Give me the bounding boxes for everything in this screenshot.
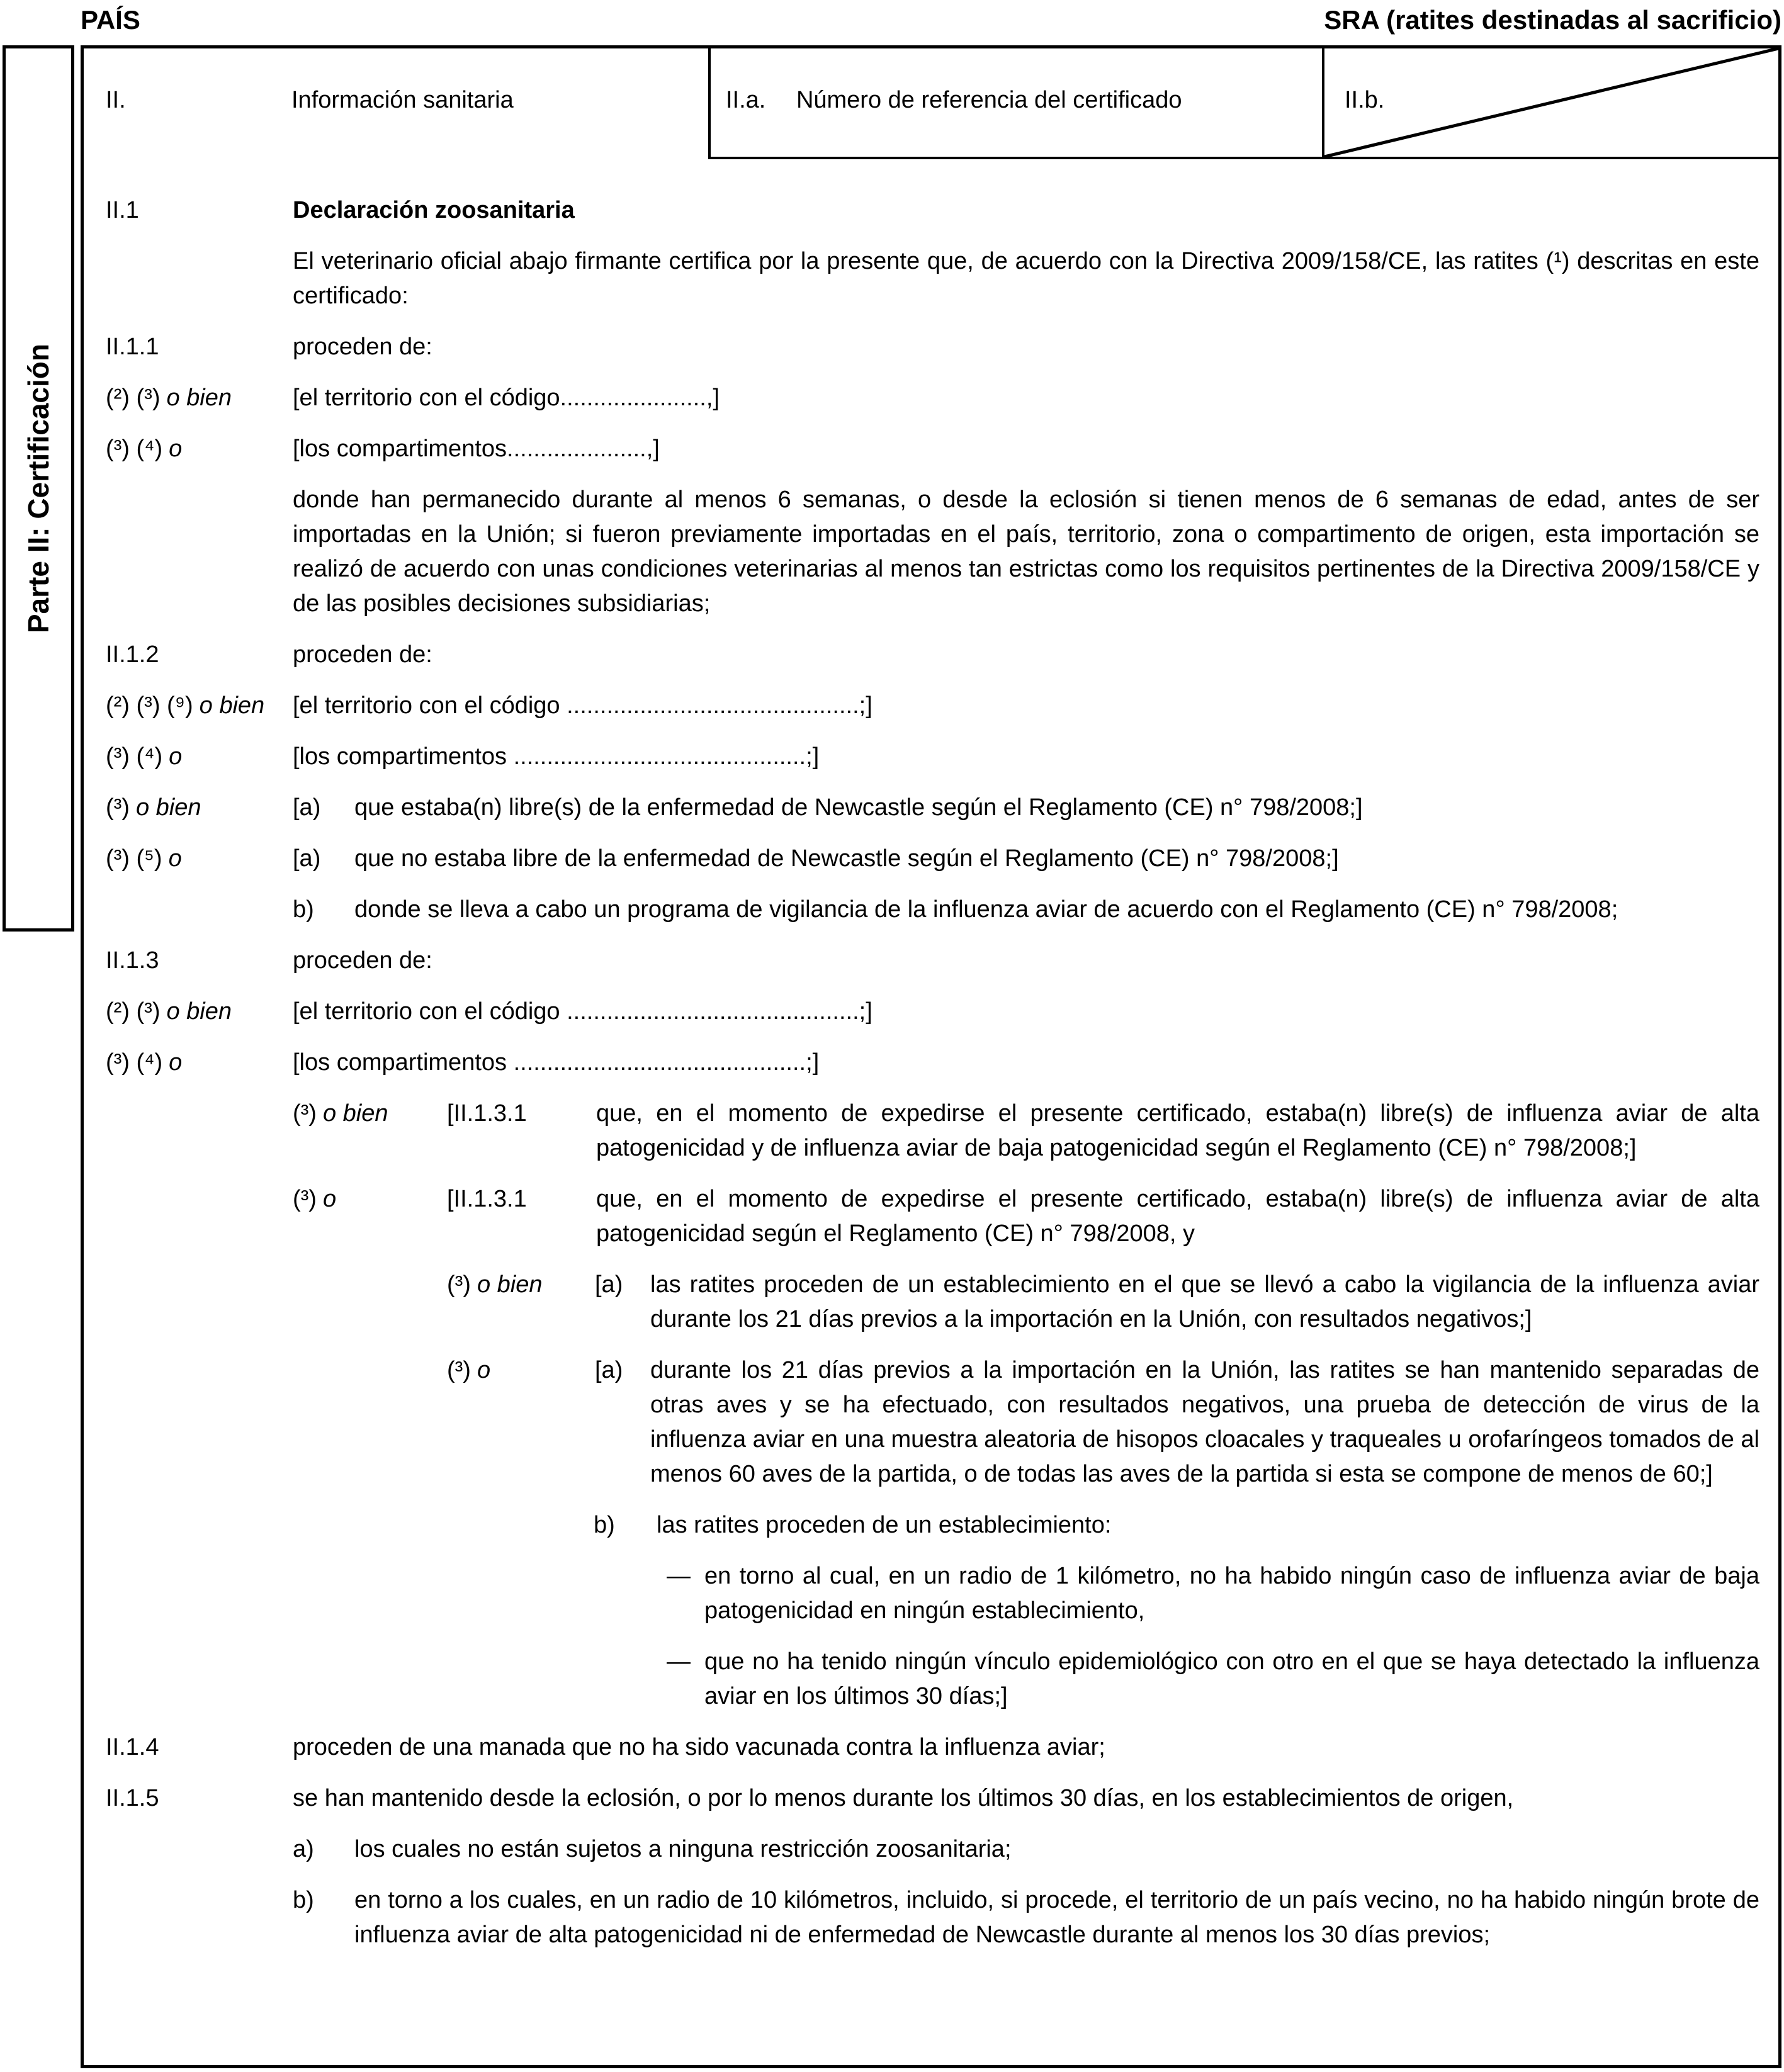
sub-clause-label: a): [293, 1836, 314, 1862]
clause-row: [106, 943, 1759, 978]
clause-row: [106, 1045, 1759, 1080]
clause-text: proceden de una manada que no ha sido vacunada contra la influenza aviar;: [293, 1734, 1105, 1760]
clause-row: [106, 1645, 1759, 1714]
clause-text: en torno al cual, en un radio de 1 kilómetro, no ha habido ningún caso de influenza aviar de baja patogenicidad en ningún establecimiento,: [704, 1563, 1759, 1624]
clause-number: II.1.4: [106, 1734, 159, 1760]
clause-text: que no estaba libre de la enfermedad de Newcastle según el Reglamento (CE) n° 798/2008;]: [354, 845, 1339, 872]
country-label: PAÍS: [81, 5, 140, 35]
clause-row: [106, 1730, 1759, 1765]
clause-text: [el territorio con el código ............................................;]: [293, 692, 872, 719]
conjunction-label: o: [169, 1049, 183, 1076]
footnote-refs: (³): [447, 1271, 471, 1298]
sub-clause-label: b): [594, 1512, 615, 1538]
clause-row: [106, 791, 1759, 825]
clause-row: [106, 381, 1759, 415]
clause-row: [106, 1268, 1759, 1337]
clause-row: [106, 1182, 1759, 1251]
header-ref-title: Número de referencia del certificado: [796, 87, 1182, 113]
header-info-num: II.: [106, 87, 126, 113]
clause-text: que no ha tenido ningún vínculo epidemiológico con otro en el que se haya detectado la influenza aviar en los últimos 30 días;]: [704, 1648, 1759, 1709]
conjunction-label: o bien: [135, 794, 201, 821]
clause-row: [106, 1781, 1759, 1816]
clause-text: durante los 21 días previos a la importación en la Unión, las ratites se han mantenido separadas de otras aves y se ha efectuado, con resultados negativos, una prueba de detección de virus de la influenza aviar en una muestra aleatoria de hisopos cloacales y traqueales u orofaríngeos tomados de al menos 60 aves de la partida, o de todas las aves de la partida si esta se compone de menos de 60;]: [650, 1357, 1759, 1487]
clause-text: [los compartimentos.....................,]: [293, 436, 660, 462]
conjunction-label: o: [322, 1186, 337, 1212]
footnote-refs: (²) (³): [106, 998, 161, 1025]
clause-row: [106, 1096, 1759, 1166]
conjunction-label: o: [169, 743, 183, 770]
clause-text: proceden de:: [293, 947, 432, 974]
clause-row: [106, 1353, 1759, 1492]
clause-text: El veterinario oficial abajo firmante certifica por la presente que, de acuerdo con la Directiva 2009/158/CE, las ratites (¹) descritas en este certificado:: [293, 248, 1759, 309]
clause-text: donde se lleva a cabo un programa de vigilancia de la influenza aviar de acuerdo con el Reglamento (CE) n° 798/2008;: [354, 896, 1618, 923]
clause-text: que, en el momento de expedirse el presente certificado, estaba(n) libre(s) de influenza aviar de alta patogenicidad según el Reglamento (CE) n° 798/2008, y: [596, 1186, 1759, 1247]
clause-text: los cuales no están sujetos a ninguna restricción zoosanitaria;: [354, 1836, 1012, 1862]
footnote-refs: (³): [293, 1100, 317, 1127]
clause-title: Declaración zoosanitaria: [293, 197, 575, 223]
top-header-bar: [0, 3, 1784, 40]
clause-text: las ratites proceden de un establecimiento:: [657, 1512, 1112, 1538]
footnote-refs: (³) (⁴): [106, 743, 163, 770]
header-ref-cell: [708, 48, 1322, 159]
clause-number: II.1: [106, 197, 139, 223]
clause-row: [106, 330, 1759, 364]
footnote-refs: (²) (³) (⁹): [106, 692, 193, 719]
clause-row: [106, 689, 1759, 723]
dash-bullet: —: [667, 1563, 691, 1589]
clause-text: donde han permanecido durante al menos 6 semanas, o desde la eclosión si tienen menos de 6 semanas de edad, antes de ser importadas en la Unión; si fueron previamente importadas en el país, territorio, zona o compartimento de origen, esta importación se realizó de acuerdo con unas condiciones veterinarias al menos tan estrictas como los requisitos pertinentes de la Directiva 2009/158/CE y de las posibles decisiones subsidiarias;: [293, 487, 1759, 617]
sub-clause-label: [a): [293, 794, 321, 821]
footnote-refs: (³): [106, 794, 130, 821]
dash-bullet: —: [667, 1648, 691, 1675]
certificate-table: [81, 45, 1781, 2068]
sub-clause-label: b): [293, 1887, 314, 1913]
clause-code: [II.1.3.1: [447, 1186, 527, 1212]
clause-row: [106, 740, 1759, 774]
sub-clause-label: [a): [595, 1357, 623, 1383]
clause-row: [106, 244, 1759, 313]
clause-text: [los compartimentos ............................................;]: [293, 743, 820, 770]
conjunction-label: o bien: [166, 385, 232, 411]
conjunction-label: o bien: [477, 1271, 543, 1298]
clause-number: II.1.5: [106, 1785, 159, 1811]
footnote-refs: (³): [447, 1357, 471, 1383]
clause-row: [106, 432, 1759, 466]
header-info-title: Información sanitaria: [291, 87, 514, 113]
header-info-cell: [84, 48, 708, 159]
part2-sidebar: [3, 45, 74, 932]
footnote-refs: (³) (⁴): [106, 1049, 163, 1076]
clause-number: II.1.1: [106, 334, 159, 360]
footnote-refs: (³) (⁵): [106, 845, 162, 872]
clause-row: [106, 483, 1759, 621]
clause-text: proceden de:: [293, 334, 432, 360]
certificate-body: [84, 159, 1778, 2065]
conjunction-label: o: [168, 845, 182, 872]
clause-text: en torno a los cuales, en un radio de 10 kilómetros, incluido, si procede, el territorio de un país vecino, no ha habido ningún brote de influenza aviar de alta patogenicidad ni de enfermedad de Newcastle durante al menos los 30 días previos;: [354, 1887, 1759, 1948]
clause-text: [los compartimentos ............................................;]: [293, 1049, 820, 1076]
conjunction-label: o: [169, 436, 183, 462]
clause-row: [106, 1508, 1759, 1543]
header-b-num: II.b.: [1345, 87, 1385, 113]
sub-clause-label: [a): [595, 1271, 623, 1298]
clause-text: [el territorio con el código ............................................;]: [293, 998, 872, 1025]
footnote-refs: (³): [293, 1186, 317, 1212]
clause-row: [106, 842, 1759, 876]
sub-clause-label: [a): [293, 845, 321, 872]
clause-row: [106, 638, 1759, 672]
header-b-cell: [1322, 48, 1778, 159]
clause-number: II.1.2: [106, 641, 159, 668]
clause-row: [106, 1559, 1759, 1628]
clause-text: que, en el momento de expedirse el presente certificado, estaba(n) libre(s) de influenza aviar de alta patogenicidad y de influenza aviar de baja patogenicidad según el Reglamento (CE) n° 798/2008;]: [596, 1100, 1759, 1161]
header-ref-num: II.a.: [726, 87, 766, 113]
clause-row: [106, 1883, 1759, 1952]
clause-row: [106, 892, 1759, 927]
clause-text: proceden de:: [293, 641, 432, 668]
clause-row: [106, 994, 1759, 1029]
part2-sidebar-label: Parte II: Certificación: [22, 343, 55, 634]
clause-text: las ratites proceden de un establecimiento en el que se llevó a cabo la vigilancia de la influenza aviar durante los 21 días previos a la importación en la Unión, con resultados negativos;]: [650, 1271, 1759, 1332]
diagonal-strike-line: [1324, 48, 1778, 157]
clause-text: se han mantenido desde la eclosión, o por lo menos durante los últimos 30 días, en los establecimientos de origen,: [293, 1785, 1514, 1811]
clause-row: [106, 193, 1759, 228]
conjunction-label: o bien: [322, 1100, 388, 1127]
conjunction-label: o bien: [166, 998, 232, 1025]
sub-clause-label: b): [293, 896, 314, 923]
clause-text: [el territorio con el código......................,]: [293, 385, 720, 411]
conjunction-label: o: [477, 1357, 491, 1383]
footnote-refs: (³) (⁴): [106, 436, 163, 462]
table-header-row: [84, 48, 1778, 159]
footnote-refs: (²) (³): [106, 385, 161, 411]
clause-row: [106, 1832, 1759, 1867]
clause-number: II.1.3: [106, 947, 159, 974]
conjunction-label: o bien: [199, 692, 265, 719]
clause-code: [II.1.3.1: [447, 1100, 527, 1127]
clause-text: que estaba(n) libre(s) de la enfermedad de Newcastle según el Reglamento (CE) n° 798/2008;]: [354, 794, 1363, 821]
certificate-type-label: SRA (ratites destinadas al sacrificio): [1324, 5, 1781, 35]
